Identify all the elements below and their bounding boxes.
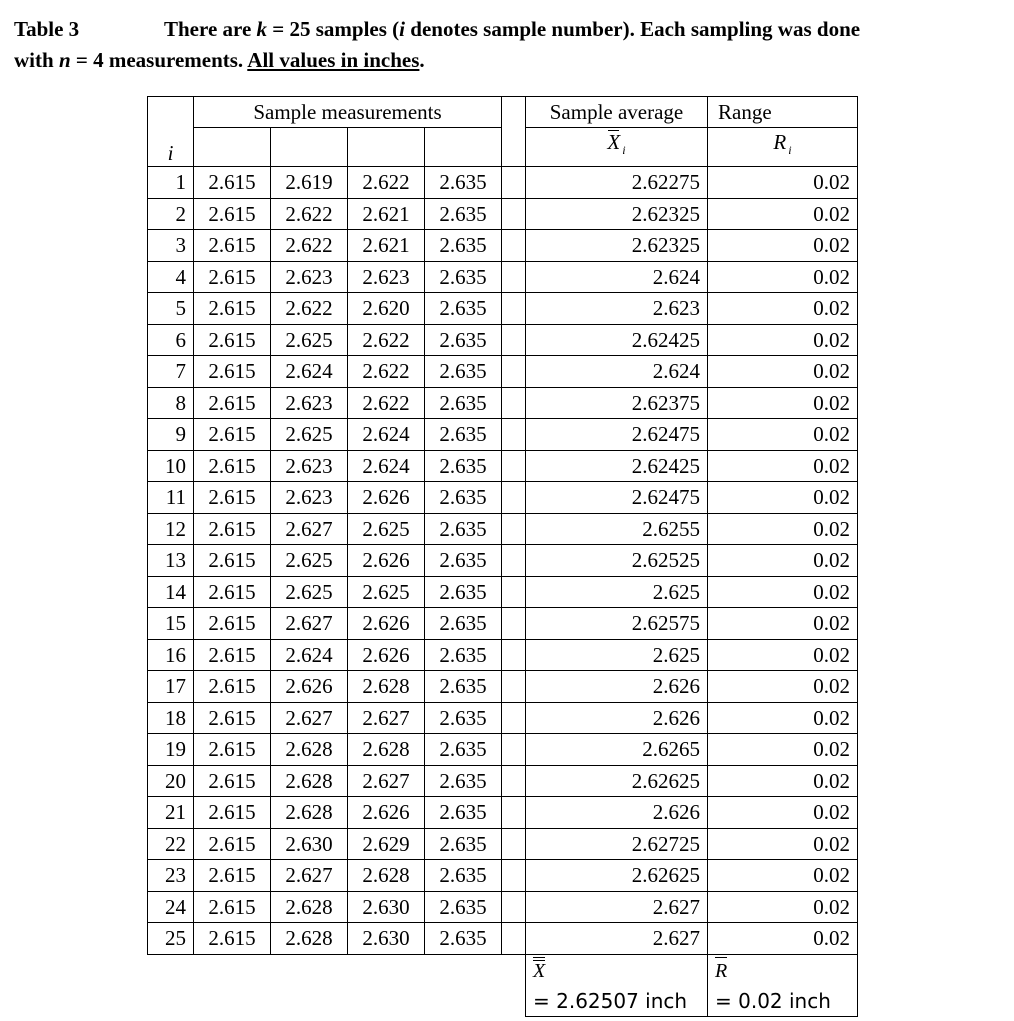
measurement-cell: 2.615 bbox=[194, 702, 271, 734]
table-caption bbox=[14, 14, 1004, 76]
index-header-cell bbox=[148, 97, 194, 167]
table-row bbox=[148, 482, 858, 514]
table-row bbox=[148, 545, 858, 577]
empty-cell bbox=[271, 128, 348, 167]
r-i-header bbox=[708, 128, 858, 167]
mean-range-cell bbox=[708, 954, 858, 1016]
spacer-cell bbox=[502, 828, 526, 860]
spacer-cell bbox=[502, 545, 526, 577]
range-cell: 0.02 bbox=[708, 167, 858, 199]
table-row bbox=[148, 167, 858, 199]
measurement-cell: 2.622 bbox=[348, 167, 425, 199]
range-cell: 0.02 bbox=[708, 576, 858, 608]
table-row bbox=[148, 324, 858, 356]
measurement-cell: 2.630 bbox=[348, 923, 425, 955]
table-row bbox=[148, 513, 858, 545]
table-row bbox=[148, 797, 858, 829]
measurement-cell: 2.628 bbox=[271, 923, 348, 955]
sample-average-cell: 2.62325 bbox=[526, 230, 708, 262]
spacer-cell bbox=[502, 923, 526, 955]
measurement-cell: 2.626 bbox=[348, 545, 425, 577]
range-cell: 0.02 bbox=[708, 513, 858, 545]
range-cell: 0.02 bbox=[708, 702, 858, 734]
table-row bbox=[148, 891, 858, 923]
r-symbol: R bbox=[773, 130, 787, 154]
table-row bbox=[148, 450, 858, 482]
sample-average-cell: 2.626 bbox=[526, 702, 708, 734]
measurement-cell: 2.635 bbox=[425, 545, 502, 577]
r-subscript: i bbox=[788, 143, 792, 157]
measurement-cell: 2.627 bbox=[271, 608, 348, 640]
measurement-cell: 2.635 bbox=[425, 356, 502, 388]
range-cell: 0.02 bbox=[708, 387, 858, 419]
range-cell: 0.02 bbox=[708, 923, 858, 955]
caption-line-2 bbox=[14, 45, 1004, 76]
measurement-cell: 2.626 bbox=[348, 608, 425, 640]
spacer-cell bbox=[502, 671, 526, 703]
measurement-cell: 2.615 bbox=[194, 734, 271, 766]
measurement-cell: 2.625 bbox=[271, 576, 348, 608]
table-row bbox=[148, 923, 858, 955]
measurement-cell: 2.627 bbox=[348, 702, 425, 734]
sample-average-cell: 2.62325 bbox=[526, 198, 708, 230]
measurement-cell: 2.615 bbox=[194, 293, 271, 325]
sample-average-cell: 2.623 bbox=[526, 293, 708, 325]
sample-average-cell: 2.624 bbox=[526, 356, 708, 388]
spacer-cell bbox=[502, 513, 526, 545]
range-cell: 0.02 bbox=[708, 765, 858, 797]
spacer-cell bbox=[502, 482, 526, 514]
measurement-cell: 2.615 bbox=[194, 545, 271, 577]
summary-blank bbox=[148, 954, 526, 1016]
sample-index-cell: 8 bbox=[148, 387, 194, 419]
caption-text: with bbox=[14, 48, 59, 72]
summary-row bbox=[148, 954, 858, 1016]
measurement-cell: 2.615 bbox=[194, 860, 271, 892]
sample-average-cell: 2.62425 bbox=[526, 450, 708, 482]
header-row-1 bbox=[148, 97, 858, 128]
sample-index-cell: 15 bbox=[148, 608, 194, 640]
spacer-cell bbox=[502, 734, 526, 766]
sample-average-cell: 2.6265 bbox=[526, 734, 708, 766]
i-symbol: i bbox=[399, 17, 406, 41]
table-row bbox=[148, 387, 858, 419]
table-row bbox=[148, 734, 858, 766]
measurement-cell: 2.635 bbox=[425, 639, 502, 671]
sample-average-cell: 2.62625 bbox=[526, 860, 708, 892]
measurement-cell: 2.628 bbox=[348, 860, 425, 892]
measurement-cell: 2.628 bbox=[271, 891, 348, 923]
caption-text: denotes sample number). Each sampling was done bbox=[405, 17, 861, 41]
range-cell: 0.02 bbox=[708, 545, 858, 577]
sample-average-cell: 2.627 bbox=[526, 891, 708, 923]
measurement-cell: 2.615 bbox=[194, 891, 271, 923]
measurement-cell: 2.635 bbox=[425, 261, 502, 293]
measurement-cell: 2.635 bbox=[425, 198, 502, 230]
sample-index-cell: 11 bbox=[148, 482, 194, 514]
xbar-i-header bbox=[526, 128, 708, 167]
caption-text: = 4 measurements. bbox=[70, 48, 248, 72]
measurement-cell: 2.635 bbox=[425, 734, 502, 766]
measurement-cell: 2.630 bbox=[271, 828, 348, 860]
measurement-cell: 2.624 bbox=[348, 450, 425, 482]
sample-average-cell: 2.62475 bbox=[526, 482, 708, 514]
measurement-cell: 2.615 bbox=[194, 828, 271, 860]
i-header: i bbox=[167, 141, 174, 165]
measurement-cell: 2.626 bbox=[348, 639, 425, 671]
measurement-cell: 2.635 bbox=[425, 797, 502, 829]
sample-index-cell: 13 bbox=[148, 545, 194, 577]
range-cell: 0.02 bbox=[708, 230, 858, 262]
spacer-cell bbox=[502, 261, 526, 293]
measurement-cell: 2.615 bbox=[194, 639, 271, 671]
grand-mean-symbol: X bbox=[533, 956, 545, 986]
measurement-cell: 2.621 bbox=[348, 230, 425, 262]
sample-index-cell: 14 bbox=[148, 576, 194, 608]
measurement-cell: 2.615 bbox=[194, 797, 271, 829]
measurement-cell: 2.624 bbox=[271, 639, 348, 671]
sample-index-cell: 17 bbox=[148, 671, 194, 703]
table-row bbox=[148, 356, 858, 388]
spacer-cell bbox=[502, 97, 526, 167]
table-row bbox=[148, 639, 858, 671]
measurement-cell: 2.615 bbox=[194, 419, 271, 451]
measurement-cell: 2.635 bbox=[425, 923, 502, 955]
measurement-cell: 2.627 bbox=[271, 702, 348, 734]
empty-cell bbox=[194, 128, 271, 167]
sample-index-cell: 20 bbox=[148, 765, 194, 797]
measurement-cell: 2.623 bbox=[271, 261, 348, 293]
range-cell: 0.02 bbox=[708, 608, 858, 640]
range-cell: 0.02 bbox=[708, 198, 858, 230]
measurement-cell: 2.635 bbox=[425, 482, 502, 514]
measurement-cell: 2.622 bbox=[271, 230, 348, 262]
measurement-cell: 2.635 bbox=[425, 860, 502, 892]
range-cell: 0.02 bbox=[708, 324, 858, 356]
measurement-cell: 2.623 bbox=[271, 450, 348, 482]
range-cell: 0.02 bbox=[708, 293, 858, 325]
measurement-cell: 2.635 bbox=[425, 450, 502, 482]
table-row bbox=[148, 860, 858, 892]
table-row bbox=[148, 608, 858, 640]
sample-average-cell: 2.626 bbox=[526, 671, 708, 703]
table-body bbox=[148, 97, 858, 1017]
spacer-cell bbox=[502, 639, 526, 671]
measurement-cell: 2.635 bbox=[425, 828, 502, 860]
measurement-cell: 2.626 bbox=[348, 797, 425, 829]
measurement-cell: 2.615 bbox=[194, 608, 271, 640]
sample-index-cell: 12 bbox=[148, 513, 194, 545]
sample-index-cell: 2 bbox=[148, 198, 194, 230]
mean-range-value: = 0.02 inch bbox=[715, 988, 831, 1013]
measurement-cell: 2.628 bbox=[271, 797, 348, 829]
range-cell: 0.02 bbox=[708, 356, 858, 388]
spacer-cell bbox=[502, 387, 526, 419]
sample-average-cell: 2.62375 bbox=[526, 387, 708, 419]
spacer-cell bbox=[502, 198, 526, 230]
range-header: Range bbox=[708, 97, 858, 128]
range-cell: 0.02 bbox=[708, 671, 858, 703]
range-cell: 0.02 bbox=[708, 639, 858, 671]
sample-average-cell: 2.626 bbox=[526, 797, 708, 829]
range-cell: 0.02 bbox=[708, 419, 858, 451]
sample-average-cell: 2.62475 bbox=[526, 419, 708, 451]
spacer-cell bbox=[502, 608, 526, 640]
range-cell: 0.02 bbox=[708, 797, 858, 829]
measurement-cell: 2.622 bbox=[348, 356, 425, 388]
sample-average-cell: 2.625 bbox=[526, 639, 708, 671]
sample-average-cell: 2.62425 bbox=[526, 324, 708, 356]
caption-text: There are bbox=[164, 17, 257, 41]
range-cell: 0.02 bbox=[708, 261, 858, 293]
measurement-cell: 2.625 bbox=[271, 324, 348, 356]
sample-index-cell: 1 bbox=[148, 167, 194, 199]
sample-index-cell: 22 bbox=[148, 828, 194, 860]
measurement-cell: 2.628 bbox=[348, 671, 425, 703]
spacer-cell bbox=[502, 860, 526, 892]
measurement-cell: 2.627 bbox=[348, 765, 425, 797]
measurement-cell: 2.615 bbox=[194, 230, 271, 262]
spacer-cell bbox=[502, 356, 526, 388]
measurement-cell: 2.622 bbox=[271, 293, 348, 325]
table-row bbox=[148, 765, 858, 797]
measurement-cell: 2.628 bbox=[348, 734, 425, 766]
sample-index-cell: 4 bbox=[148, 261, 194, 293]
spacer-cell bbox=[502, 702, 526, 734]
sample-average-cell: 2.6255 bbox=[526, 513, 708, 545]
mean-range-symbol: R bbox=[715, 956, 727, 986]
xbar-symbol: X bbox=[607, 130, 621, 154]
caption-text: = 25 samples ( bbox=[267, 17, 400, 41]
sample-index-cell: 25 bbox=[148, 923, 194, 955]
spacer-cell bbox=[502, 230, 526, 262]
sample-index-cell: 16 bbox=[148, 639, 194, 671]
spacer-cell bbox=[502, 576, 526, 608]
measurement-cell: 2.635 bbox=[425, 167, 502, 199]
sample-index-cell: 7 bbox=[148, 356, 194, 388]
measurement-cell: 2.615 bbox=[194, 324, 271, 356]
sample-average-cell: 2.624 bbox=[526, 261, 708, 293]
sample-index-cell: 3 bbox=[148, 230, 194, 262]
caption-text: . bbox=[419, 48, 425, 72]
measurements-table bbox=[147, 96, 858, 1017]
grand-mean-value: = 2.62507 inch bbox=[533, 988, 688, 1013]
k-symbol: k bbox=[256, 17, 268, 41]
sample-index-cell: 9 bbox=[148, 419, 194, 451]
average-header: Sample average bbox=[526, 97, 708, 128]
table-row bbox=[148, 261, 858, 293]
measurement-cell: 2.635 bbox=[425, 608, 502, 640]
measurement-cell: 2.628 bbox=[271, 765, 348, 797]
table-row bbox=[148, 198, 858, 230]
sample-average-cell: 2.62725 bbox=[526, 828, 708, 860]
measurement-cell: 2.628 bbox=[271, 734, 348, 766]
measurement-cell: 2.622 bbox=[271, 198, 348, 230]
range-cell: 0.02 bbox=[708, 860, 858, 892]
sample-average-cell: 2.625 bbox=[526, 576, 708, 608]
sample-index-cell: 6 bbox=[148, 324, 194, 356]
measurement-cell: 2.615 bbox=[194, 576, 271, 608]
empty-cell bbox=[348, 128, 425, 167]
measurement-cell: 2.615 bbox=[194, 765, 271, 797]
units-note: All values in inches bbox=[247, 48, 420, 72]
measurement-cell: 2.635 bbox=[425, 576, 502, 608]
sample-average-cell: 2.62575 bbox=[526, 608, 708, 640]
measurement-cell: 2.615 bbox=[194, 923, 271, 955]
measurement-cell: 2.635 bbox=[425, 513, 502, 545]
range-cell: 0.02 bbox=[708, 828, 858, 860]
spacer-cell bbox=[502, 167, 526, 199]
measurement-cell: 2.615 bbox=[194, 450, 271, 482]
measurement-cell: 2.626 bbox=[348, 482, 425, 514]
grand-mean-cell bbox=[526, 954, 708, 1016]
measurement-cell: 2.615 bbox=[194, 387, 271, 419]
measurement-cell: 2.622 bbox=[348, 324, 425, 356]
measurement-cell: 2.623 bbox=[271, 387, 348, 419]
measurement-cell: 2.622 bbox=[348, 387, 425, 419]
sample-index-cell: 21 bbox=[148, 797, 194, 829]
table-row bbox=[148, 293, 858, 325]
table-row bbox=[148, 828, 858, 860]
measurements-header: Sample measurements bbox=[194, 97, 502, 128]
spacer-cell bbox=[502, 450, 526, 482]
measurement-cell: 2.615 bbox=[194, 671, 271, 703]
table-row bbox=[148, 576, 858, 608]
table-row bbox=[148, 419, 858, 451]
measurement-cell: 2.627 bbox=[271, 513, 348, 545]
measurement-cell: 2.627 bbox=[271, 860, 348, 892]
measurement-cell: 2.615 bbox=[194, 513, 271, 545]
table-row bbox=[148, 671, 858, 703]
measurement-cell: 2.625 bbox=[271, 419, 348, 451]
table-row bbox=[148, 230, 858, 262]
measurement-cell: 2.615 bbox=[194, 167, 271, 199]
measurement-cell: 2.635 bbox=[425, 387, 502, 419]
range-cell: 0.02 bbox=[708, 482, 858, 514]
range-cell: 0.02 bbox=[708, 450, 858, 482]
sample-average-cell: 2.627 bbox=[526, 923, 708, 955]
empty-cell bbox=[425, 128, 502, 167]
range-cell: 0.02 bbox=[708, 734, 858, 766]
sample-average-cell: 2.62525 bbox=[526, 545, 708, 577]
measurement-cell: 2.623 bbox=[348, 261, 425, 293]
measurement-cell: 2.621 bbox=[348, 198, 425, 230]
measurement-cell: 2.624 bbox=[271, 356, 348, 388]
sample-index-cell: 18 bbox=[148, 702, 194, 734]
sample-index-cell: 23 bbox=[148, 860, 194, 892]
measurement-cell: 2.635 bbox=[425, 230, 502, 262]
measurement-cell: 2.624 bbox=[348, 419, 425, 451]
sample-average-cell: 2.62275 bbox=[526, 167, 708, 199]
measurement-cell: 2.635 bbox=[425, 419, 502, 451]
n-symbol: n bbox=[58, 48, 71, 72]
sample-index-cell: 5 bbox=[148, 293, 194, 325]
measurement-cell: 2.629 bbox=[348, 828, 425, 860]
spacer-cell bbox=[502, 419, 526, 451]
measurement-cell: 2.625 bbox=[348, 576, 425, 608]
measurement-cell: 2.635 bbox=[425, 324, 502, 356]
xbar-subscript: i bbox=[622, 143, 626, 157]
measurement-cell: 2.625 bbox=[271, 545, 348, 577]
sample-average-cell: 2.62625 bbox=[526, 765, 708, 797]
measurement-cell: 2.615 bbox=[194, 482, 271, 514]
spacer-cell bbox=[502, 797, 526, 829]
sample-index-cell: 24 bbox=[148, 891, 194, 923]
caption-line-1 bbox=[14, 14, 1004, 45]
measurement-cell: 2.626 bbox=[271, 671, 348, 703]
measurement-cell: 2.619 bbox=[271, 167, 348, 199]
table-label: Table 3 bbox=[14, 17, 80, 41]
measurement-cell: 2.635 bbox=[425, 702, 502, 734]
measurement-cell: 2.635 bbox=[425, 671, 502, 703]
measurement-cell: 2.615 bbox=[194, 261, 271, 293]
measurement-cell: 2.615 bbox=[194, 198, 271, 230]
range-cell: 0.02 bbox=[708, 891, 858, 923]
measurement-cell: 2.635 bbox=[425, 293, 502, 325]
sample-index-cell: 19 bbox=[148, 734, 194, 766]
measurement-cell: 2.630 bbox=[348, 891, 425, 923]
measurement-cell: 2.620 bbox=[348, 293, 425, 325]
spacer-cell bbox=[502, 891, 526, 923]
spacer-cell bbox=[502, 765, 526, 797]
spacer-cell bbox=[502, 324, 526, 356]
measurement-cell: 2.635 bbox=[425, 765, 502, 797]
measurement-cell: 2.623 bbox=[271, 482, 348, 514]
measurement-cell: 2.615 bbox=[194, 356, 271, 388]
measurement-cell: 2.635 bbox=[425, 891, 502, 923]
sample-index-cell: 10 bbox=[148, 450, 194, 482]
spacer-cell bbox=[502, 293, 526, 325]
measurement-cell: 2.625 bbox=[348, 513, 425, 545]
table-row bbox=[148, 702, 858, 734]
